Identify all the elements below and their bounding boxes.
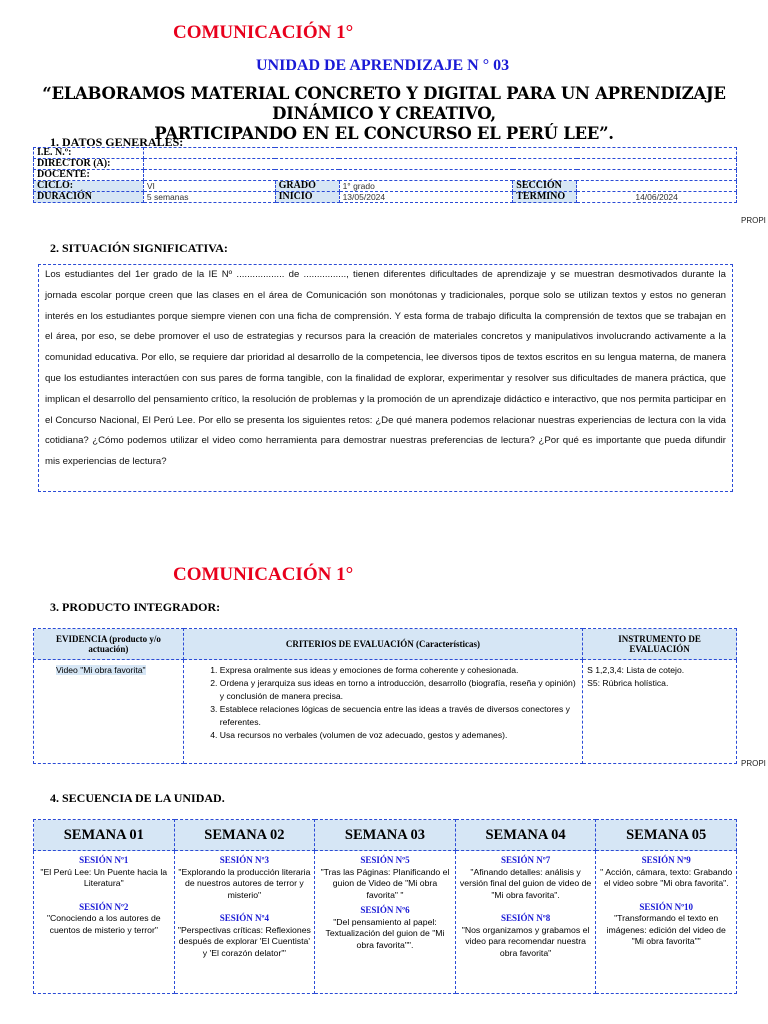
col-instrumento: INSTRUMENTO DE EVALUACIÓN xyxy=(583,629,737,660)
sesion-text: " Acción, cámara, texto: Grabando el video sobre "Mi obra favorita". xyxy=(600,866,733,888)
sesion-label: SESIÓN Nº6 xyxy=(360,905,410,915)
table-row xyxy=(34,629,737,660)
sesion-label: SESIÓN Nº4 xyxy=(219,913,270,923)
sesion-text: "Explorando la producción literaria de nuestros autores de terror y misterio" xyxy=(178,866,311,900)
criterios-cell xyxy=(183,660,582,764)
area-title: COMUNICACIÓN 1° xyxy=(173,22,354,43)
criterio-item: 4. Usa recursos no verbales (volumen de voz adecuado, gestos y ademanes). xyxy=(220,729,578,742)
sesion-text: "Transformando el texto en imágenes: edición del video de "Mi obra favorita"" xyxy=(606,913,726,946)
evidencia-cell xyxy=(34,660,184,764)
sesion-label: SESIÓN Nº3 xyxy=(219,855,270,865)
semana-04-cell xyxy=(455,851,596,994)
sesion-text: "Conociendo a los autores de cuentos de misterio y terror" xyxy=(46,913,161,935)
semana-02-header: SEMANA 02 xyxy=(174,820,315,851)
table-row xyxy=(34,181,737,192)
table-row xyxy=(34,148,737,159)
semana-02-cell xyxy=(174,851,315,994)
table-row xyxy=(34,192,737,203)
criterio-item: 3. Establece relaciones lógicas de secuencia entre las ideas a través de diversos conectores y referentes. xyxy=(220,703,578,729)
sesion-text: "Afinando detalles: análisis y versión final del guion de video de "Mi obra favorita". xyxy=(459,866,592,900)
seccion-label: SECCIÓN xyxy=(513,181,577,192)
side-note: PROPI xyxy=(741,216,766,225)
termino-value[interactable]: 14/06/2024 xyxy=(577,192,737,203)
producto-heading: 3. PRODUCTO INTEGRADOR: xyxy=(50,600,221,614)
sesion-label: SESIÓN Nº5 xyxy=(360,855,410,865)
termino-label: TERMINO xyxy=(513,192,577,203)
table-row xyxy=(34,159,737,170)
director-value[interactable] xyxy=(143,159,736,170)
producto-table xyxy=(33,628,737,764)
inicio-label: INICIO xyxy=(275,192,339,203)
sesion-text: "Del pensamiento al papel: Textualización del guion de "Mi obra favorita"". xyxy=(325,916,445,950)
sesion-text: "Perspectivas críticas: Reflexiones después de explorar 'El Cuentista' y 'El corazón delator'" xyxy=(177,924,311,958)
datos-generales-table xyxy=(33,147,737,203)
semana-04-header: SEMANA 04 xyxy=(455,820,596,851)
side-note-2: PROPI xyxy=(741,759,766,768)
semana-03-cell xyxy=(315,851,456,994)
grado-value[interactable]: 1° grado xyxy=(339,181,513,192)
instrumento-1: S 1,2,3,4: Lista de cotejo. xyxy=(587,665,685,675)
table-row xyxy=(34,820,737,851)
ie-value[interactable] xyxy=(143,148,736,159)
semana-05-header: SEMANA 05 xyxy=(596,820,737,851)
sesion-label: SESIÓN Nº2 xyxy=(79,901,129,912)
director-label: DIRECTOR (A): xyxy=(34,159,144,170)
sesion-label: SESIÓN Nº10 xyxy=(639,901,694,912)
sesion-label: SESIÓN Nº8 xyxy=(500,913,551,923)
sesion-text: "Tras las Páginas: Planificando el guion de Video de "Mi obra favorita" " xyxy=(320,866,450,900)
inicio-value[interactable]: 13/05/2024 xyxy=(339,192,513,203)
sesion-label: SESIÓN Nº1 xyxy=(79,855,129,865)
ciclo-label: CICLO: xyxy=(34,181,144,192)
sesion-label: SESIÓN Nº9 xyxy=(641,855,691,865)
semana-01-cell xyxy=(34,851,175,994)
col-evidencia: EVIDENCIA (producto y/o actuación) xyxy=(34,629,184,660)
area-title-2: COMUNICACIÓN 1° xyxy=(173,564,354,585)
evidencia-value: Video "Mi obra favorita" xyxy=(56,665,146,675)
semana-01-header: SEMANA 01 xyxy=(34,820,175,851)
table-row xyxy=(34,170,737,181)
datos-generales-heading: 1. DATOS GENERALES: xyxy=(50,135,184,149)
situacion-text: Los estudiantes del 1er grado de la IE Nº .................. de ................, tienen diferentes dificultades de aprendizaje y se muestran desmotivados durante la jornada escolar porque creen que las clases en el área de Comunicación son monótonas y tradicionales, porque solo se utilizan textos y estos no generan interés en los estudiantes porque siempre vienen con una ficha de comprensión. Y esta forma de trabajo dificulta la comprensión de textos que se trabajan en el área, por eso, se debe promover el uso de estrategias y recursos para la creación de materiales concretos y manipulativos involucrando activamente a la comunidad educativa. Por ello, se requiere dar prioridad al desarrollo de la competencia, lee diversos tipos de textos escritos en su lengua materna, de manera que los estudiantes interactúen con sus pares de forma tangible, con la finalidad de explorar, experimentar y resolver sus dificultades de manera práctica, que implican el desarrollo del pensamiento crítico, la resolución de problemas y la promoción de un aprendizaje didáctico e interactivo, que nos permita participar en el Concurso Nacional, El Perú Lee. Por ello se presenta los siguientes retos: ¿De qué manera podemos relacionar nuestras experiencias de lectura con la vida cotidiana? ¿Cómo podemos utilizar el video como herramienta para demostrar nuestras preferencias de lectura? ¿Por qué es importante que pueda difundir mis experiencias de lectura? xyxy=(38,264,733,492)
situacion-heading: 2. SITUACIÓN SIGNIFICATIVA: xyxy=(50,241,228,255)
criterio-item: 1. Expresa oralmente sus ideas y emociones de forma coherente y cohesionada. xyxy=(220,664,578,677)
grado-label: GRADO xyxy=(275,181,339,192)
ie-label: I.E. N.º: xyxy=(34,148,144,159)
ciclo-value[interactable]: VI xyxy=(143,181,275,192)
instrumento-cell xyxy=(583,660,737,764)
semana-05-cell xyxy=(596,851,737,994)
instrumento-2: S5: Rúbrica holística. xyxy=(587,678,669,688)
col-criterios: CRITERIOS DE EVALUACIÓN (Características) xyxy=(183,629,582,660)
secuencia-table xyxy=(33,819,737,994)
semana-03-header: SEMANA 03 xyxy=(315,820,456,851)
sesion-label: SESIÓN Nº7 xyxy=(500,855,551,865)
docente-label: DOCENTE: xyxy=(34,170,144,181)
unit-title: UNIDAD DE APRENDIZAJE N ° 03 xyxy=(256,57,510,74)
criterio-item: 2. Ordena y jerarquiza sus ideas en torno a introducción, desarrollo (biografía, reseña y opinión) y conclusión de manera precisa. xyxy=(220,677,578,703)
duracion-label: DURACIÓN xyxy=(34,192,144,203)
table-row xyxy=(34,851,737,994)
duracion-value[interactable]: 5 semanas xyxy=(143,192,275,203)
seccion-value[interactable] xyxy=(577,181,737,192)
sesion-text: "El Perú Lee: Un Puente hacia la Literatura" xyxy=(40,866,168,888)
secuencia-heading: 4. SECUENCIA DE LA UNIDAD. xyxy=(50,791,225,805)
sesion-text: "Nos organizamos y grabamos el video para recomendar nuestra obra favorita" xyxy=(461,924,590,958)
unit-main-title-line1: “ELABORAMOS MATERIAL CONCRETO Y DIGITAL PARA UN APRENDIZAJE DINÁMICO Y CREATIVO, xyxy=(42,84,726,123)
table-row xyxy=(34,660,737,764)
docente-value[interactable] xyxy=(143,170,736,181)
unit-main-title-line2: PARTICIPANDO EN EL CONCURSO EL PERÚ LEE”. xyxy=(154,124,614,143)
